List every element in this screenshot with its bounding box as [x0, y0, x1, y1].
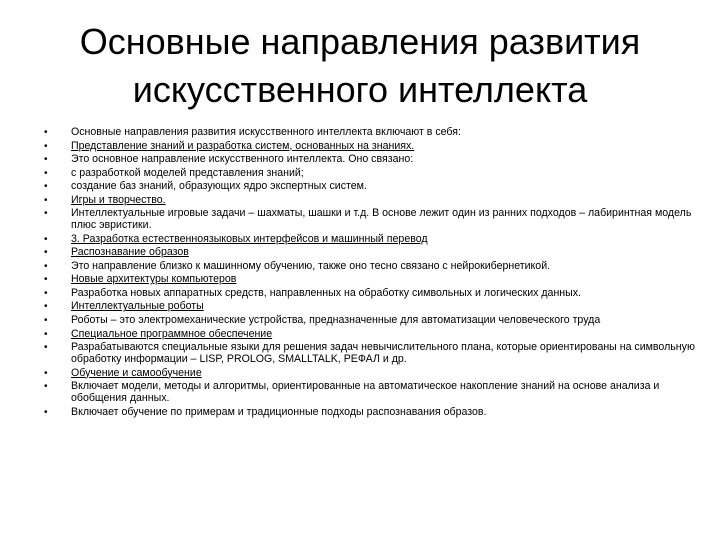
list-item: • Интеллектуальные роботы: [44, 301, 700, 313]
list-item: • Обучение и самообучение: [44, 368, 700, 380]
list-item: • Роботы – это электромеханические устройства, предназначенные для автоматизации человеческого труда: [44, 315, 700, 327]
list-item: • Специальное программное обеспечение: [44, 329, 700, 341]
list-item: • Основные направления развития искусственного интеллекта включают в себя:: [44, 127, 700, 139]
list-item: • Разработка новых аппаратных средств, направленных на обработку символьных и логических данных.: [44, 288, 700, 300]
list-item: • Это основное направление искусственного интеллекта. Оно связано:: [44, 154, 700, 166]
list-item: • Включает обучение по примерам и традиционные подходы распознавания образов.: [44, 407, 700, 419]
list-item: • Включает модели, методы и алгоритмы, ориентированные на автоматическое накопление знаний на основе анализа и обобщения данных.: [44, 381, 700, 405]
list-item: • Интеллектуальные игровые задачи – шахматы, шашки и т.д. В основе лежит один из ранних подходов – лабиринтная модель плюс эвристики.: [44, 208, 700, 232]
list-item: • 3. Разработка естественноязыковых интерфейсов и машинный перевод: [44, 234, 700, 246]
list-item: • с разработкой моделей представления знаний;: [44, 168, 700, 180]
list-item: • Представление знаний и разработка систем, основанных на знаниях.: [44, 141, 700, 153]
list-item: • Это направление близко к машинному обучению, также оно тесно связано с нейрокибернетикой.: [44, 261, 700, 273]
list-item: • Разрабатываются специальные языки для решения задач невычислительного плана, которые ориентированы на символьную обработку информации – LISP, PROLOG, SMALLTALK, РЕФАЛ и др.: [44, 342, 700, 366]
list-item: • Игры и творчество.: [44, 195, 700, 207]
slide-title: [20, 18, 700, 114]
list-item: • Новые архитектуры компьютеров: [44, 274, 700, 286]
bullet-list: [44, 127, 700, 420]
list-item: • Распознавание образов: [44, 247, 700, 259]
title-line-1: Основные направления развития: [79, 21, 641, 62]
list-item: • создание баз знаний, образующих ядро экспертных систем.: [44, 181, 700, 193]
title-line-2: искусственного интеллекта: [132, 69, 588, 110]
